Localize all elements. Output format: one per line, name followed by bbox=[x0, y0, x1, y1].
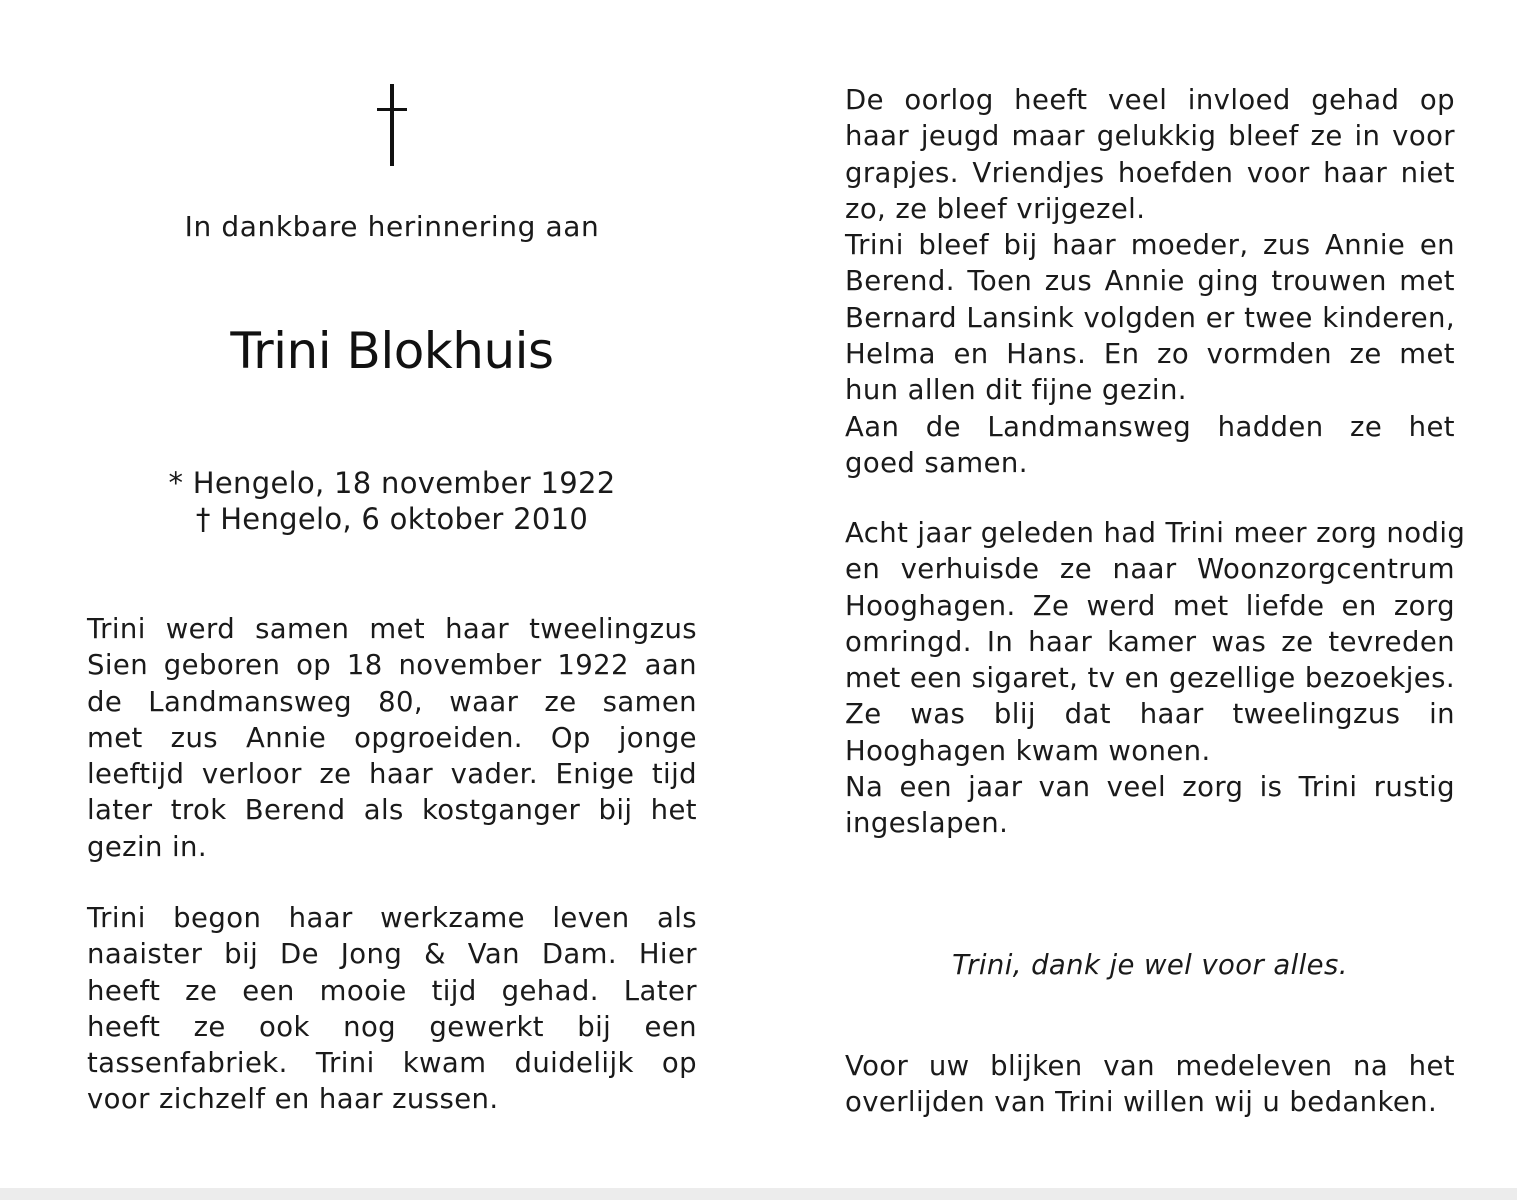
text-line: Berend. Toen zus Annie ging trouwen met bbox=[845, 265, 1455, 298]
text-line: Voor uw blijken van medeleven na het bbox=[845, 1050, 1455, 1082]
text-line: goed samen. bbox=[845, 446, 1028, 479]
text-line: leeftijd verloor ze haar vader. Enige tijd bbox=[87, 758, 697, 791]
text-line: en verhuisde ze naar Woonzorgcentrum bbox=[845, 553, 1455, 586]
text-line: met een sigaret, tv en gezellige bezoekjes. bbox=[845, 662, 1455, 695]
text-line: tassenfabriek. Trini kwam duidelijk op bbox=[87, 1047, 697, 1080]
paragraph-acknowledgement bbox=[845, 1048, 1455, 1121]
text-line: voor zichzelf en haar zussen. bbox=[87, 1083, 499, 1116]
text-line: Sien geboren op 18 november 1922 aan bbox=[87, 649, 697, 682]
right-panel bbox=[845, 0, 1466, 1188]
paragraph-work bbox=[87, 900, 697, 1118]
text-line: haar jeugd maar gelukkig bleef ze in voor bbox=[845, 120, 1455, 153]
text-line: omringd. In haar kamer was ze tevreden bbox=[845, 625, 1455, 658]
text-line: later trok Berend als kostganger bij het bbox=[87, 794, 697, 827]
card-bottom-edge bbox=[0, 1188, 1517, 1200]
text-line: grapjes. Vriendjes hoefden voor haar niet bbox=[845, 156, 1455, 189]
text-line: ingeslapen. bbox=[845, 807, 1009, 840]
cross-icon bbox=[87, 84, 697, 166]
text-line: overlijden van Trini willen wij u bedanken. bbox=[845, 1086, 1438, 1119]
text-line: hun allen dit fijne gezin. bbox=[845, 374, 1187, 407]
text-line: Trini begon haar werkzame leven als bbox=[87, 902, 697, 934]
text-line: Hooghagen kwam wonen. bbox=[845, 734, 1211, 767]
text-line: de Landmansweg 80, waar ze samen bbox=[87, 685, 697, 718]
paragraph-care-home bbox=[845, 515, 1466, 842]
birth-line: * Hengelo, 18 november 1922 bbox=[168, 466, 616, 500]
text-line: naaister bij De Jong & Van Dam. Hier bbox=[87, 938, 697, 971]
text-line: Bernard Lansink volgden er twee kinderen, bbox=[845, 301, 1455, 334]
paragraph-war-youth bbox=[845, 82, 1455, 481]
text-line: Aan de Landmansweg hadden ze het bbox=[845, 410, 1455, 443]
text-line: Trini werd samen met haar tweelingzus bbox=[87, 613, 697, 645]
text-line: De oorlog heeft veel invloed gehad op bbox=[845, 84, 1455, 116]
text-line: Ze was blij dat haar tweelingzus in bbox=[845, 698, 1455, 731]
death-line: † Hengelo, 6 oktober 2010 bbox=[195, 502, 589, 536]
dedication-text: In dankbare herinnering aan bbox=[184, 210, 600, 243]
text-line: Hooghagen. Ze werd met liefde en zorg bbox=[845, 589, 1455, 622]
closing-thanks: Trini, dank je wel voor alles. bbox=[952, 949, 1348, 981]
text-line: Helma en Hans. En zo vormden ze met bbox=[845, 338, 1455, 371]
left-panel bbox=[87, 0, 697, 1188]
text-line: heeft ze ook nog gewerkt bij een bbox=[87, 1010, 697, 1043]
paragraph-childhood bbox=[87, 611, 697, 865]
text-line: zo, ze bleef vrijgezel. bbox=[845, 192, 1146, 225]
text-line: gezin in. bbox=[87, 830, 208, 863]
text-line: Acht jaar geleden had Trini meer zorg nodig bbox=[845, 517, 1466, 549]
text-line: Na een jaar van veel zorg is Trini rustig bbox=[845, 771, 1455, 804]
text-line: Trini bleef bij haar moeder, zus Annie en bbox=[845, 229, 1455, 262]
text-line: heeft ze een mooie tijd gehad. Later bbox=[87, 974, 697, 1007]
deceased-name: Trini Blokhuis bbox=[230, 322, 554, 380]
text-line: met zus Annie opgroeiden. Op jonge bbox=[87, 721, 697, 754]
